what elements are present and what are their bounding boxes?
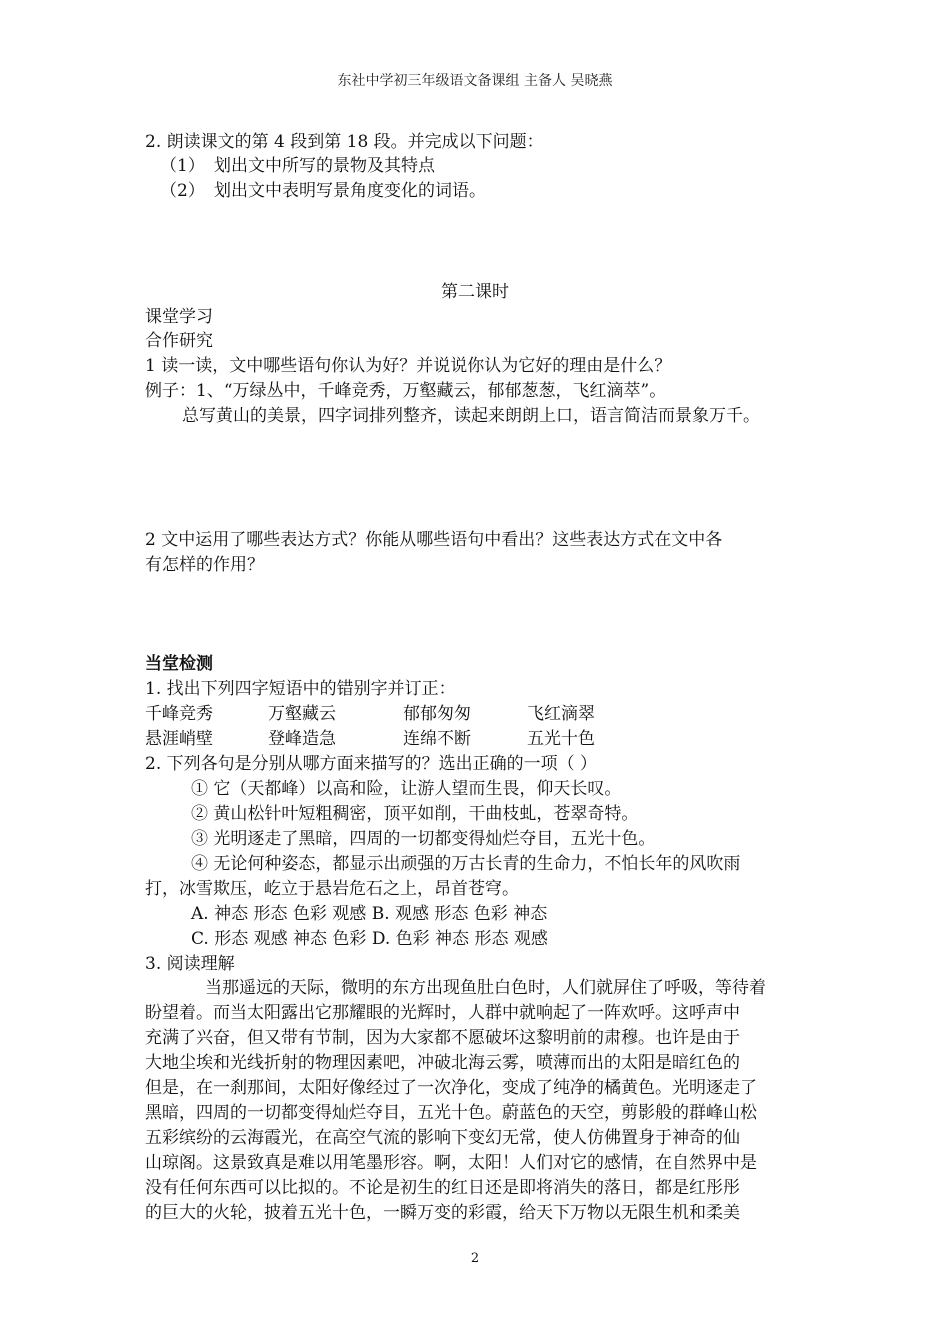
word-item: 悬涯峭壁 — [145, 729, 213, 749]
passage-line: 的巨大的火轮，披着五光十色，一瞬万变的彩霞，给天下万物以无限生机和柔美 — [145, 1203, 740, 1223]
check-heading: 当堂检测 — [145, 654, 213, 674]
passage-line: 大地尘埃和光线折射的物理因素吧，冲破北海云雾，喷薄而出的太阳是暗红色的 — [145, 1053, 740, 1073]
passage-line: 山琼阁。这景致真是难以用笔墨形容。啊，太阳！人们对它的感情，在自然界中是 — [145, 1153, 757, 1173]
prep-question-2: 2. 朗读课文的第 4 段到第 18 段。并完成以下问题： — [145, 132, 544, 152]
word-item: 连绵不断 — [403, 729, 471, 749]
page-number: 2 — [470, 1251, 480, 1266]
check-question-1: 1. 找出下列四字短语中的错别字并订正： — [145, 679, 456, 699]
question-2-line1: 2 文中运用了哪些表达方式？你能从哪些语句中看出？这些表达方式在文中各 — [145, 530, 723, 550]
lesson-title: 第二课时 — [441, 282, 509, 302]
example-line: 例子：1、“万绿丛中，千峰竞秀，万壑藏云，郁郁葱葱，飞红滴萃”。 — [145, 381, 667, 401]
passage-line: 黑暗，四周的一切都变得灿烂夺目，五光十色。蔚蓝色的天空，剪影般的群峰山松 — [145, 1103, 757, 1123]
passage-line: 没有任何东西可以比拟的。不论是初生的红日还是即将消失的落日，都是红彤彤 — [145, 1178, 740, 1198]
check-question-2: 2. 下列各句是分别从哪方面来描写的？选出正确的一项（ ） — [145, 754, 598, 774]
question-1: 1 读一读，文中哪些语句你认为好？并说说你认为它好的理由是什么？ — [145, 356, 672, 376]
choice-sentence-1: ① 它（天都峰）以高和险，让游人望而生畏，仰天长叹。 — [191, 779, 622, 799]
sub-item-1-number: （1） — [160, 156, 205, 176]
passage-line: 但是，在一刹那间，太阳好像经过了一次净化，变成了纯净的橘黄色。光明逐走了 — [145, 1078, 757, 1098]
options-ab: A. 神态 形态 色彩 观感 B. 观感 形态 色彩 神态 — [191, 904, 548, 924]
choice-sentence-3: ③ 光明逐走了黑暗，四周的一切都变得灿烂夺目，五光十色。 — [191, 829, 656, 849]
choice-sentence-2: ② 黄山松针叶短粗稠密，顶平如削，干曲枝虬，苍翠奇特。 — [191, 804, 639, 824]
passage-line: 盼望着。而当太阳露出它那耀眼的光辉时，人群中就响起了一阵欢呼。这呼声中 — [145, 1003, 740, 1023]
passage-line: 当那遥远的天际，微明的东方出现鱼肚白色时，人们就屏住了呼吸，等待着 — [205, 978, 766, 998]
word-item: 飞红滴翠 — [527, 704, 595, 724]
passage-line: 五彩缤纷的云海霞光，在高空气流的影响下变幻无常，使人仿佛置身于神奇的仙 — [145, 1128, 740, 1148]
example-note: 总写黄山的美景，四字词排列整齐，读起来朗朗上口，语言简洁而景象万千。 — [182, 406, 760, 426]
sub-item-2-number: （2） — [160, 181, 205, 201]
running-header: 东社中学初三年级语文备课组 主备人 吴晓燕 — [337, 73, 613, 89]
word-item: 登峰造急 — [268, 729, 336, 749]
choice-sentence-4: ④ 无论何种姿态，都显示出顽强的万古长青的生命力，不怕长年的风吹雨 — [191, 854, 741, 874]
word-item: 千峰竞秀 — [145, 704, 213, 724]
sub-item-1-text: 划出文中所写的景物及其特点 — [214, 156, 435, 176]
passage-line: 充满了兴奋，但又带有节制，因为大家都不愿破坏这黎明前的肃穆。也许是由于 — [145, 1028, 740, 1048]
sub-item-2-text: 划出文中表明写景角度变化的词语。 — [214, 181, 486, 201]
word-item: 万壑藏云 — [268, 704, 336, 724]
choice-sentence-4-cont: 打，冰雪欺压，屹立于悬岩危石之上，昂首苍穹。 — [145, 879, 519, 899]
question-2-line2: 有怎样的作用？ — [145, 555, 264, 575]
word-item: 五光十色 — [527, 729, 595, 749]
cooperation-heading: 合作研究 — [145, 331, 213, 351]
word-item: 郁郁匆匆 — [403, 704, 471, 724]
check-question-3: 3. 阅读理解 — [145, 954, 235, 974]
options-cd: C. 形态 观感 神态 色彩 D. 色彩 神态 形态 观感 — [191, 929, 548, 949]
classroom-heading: 课堂学习 — [145, 307, 213, 327]
